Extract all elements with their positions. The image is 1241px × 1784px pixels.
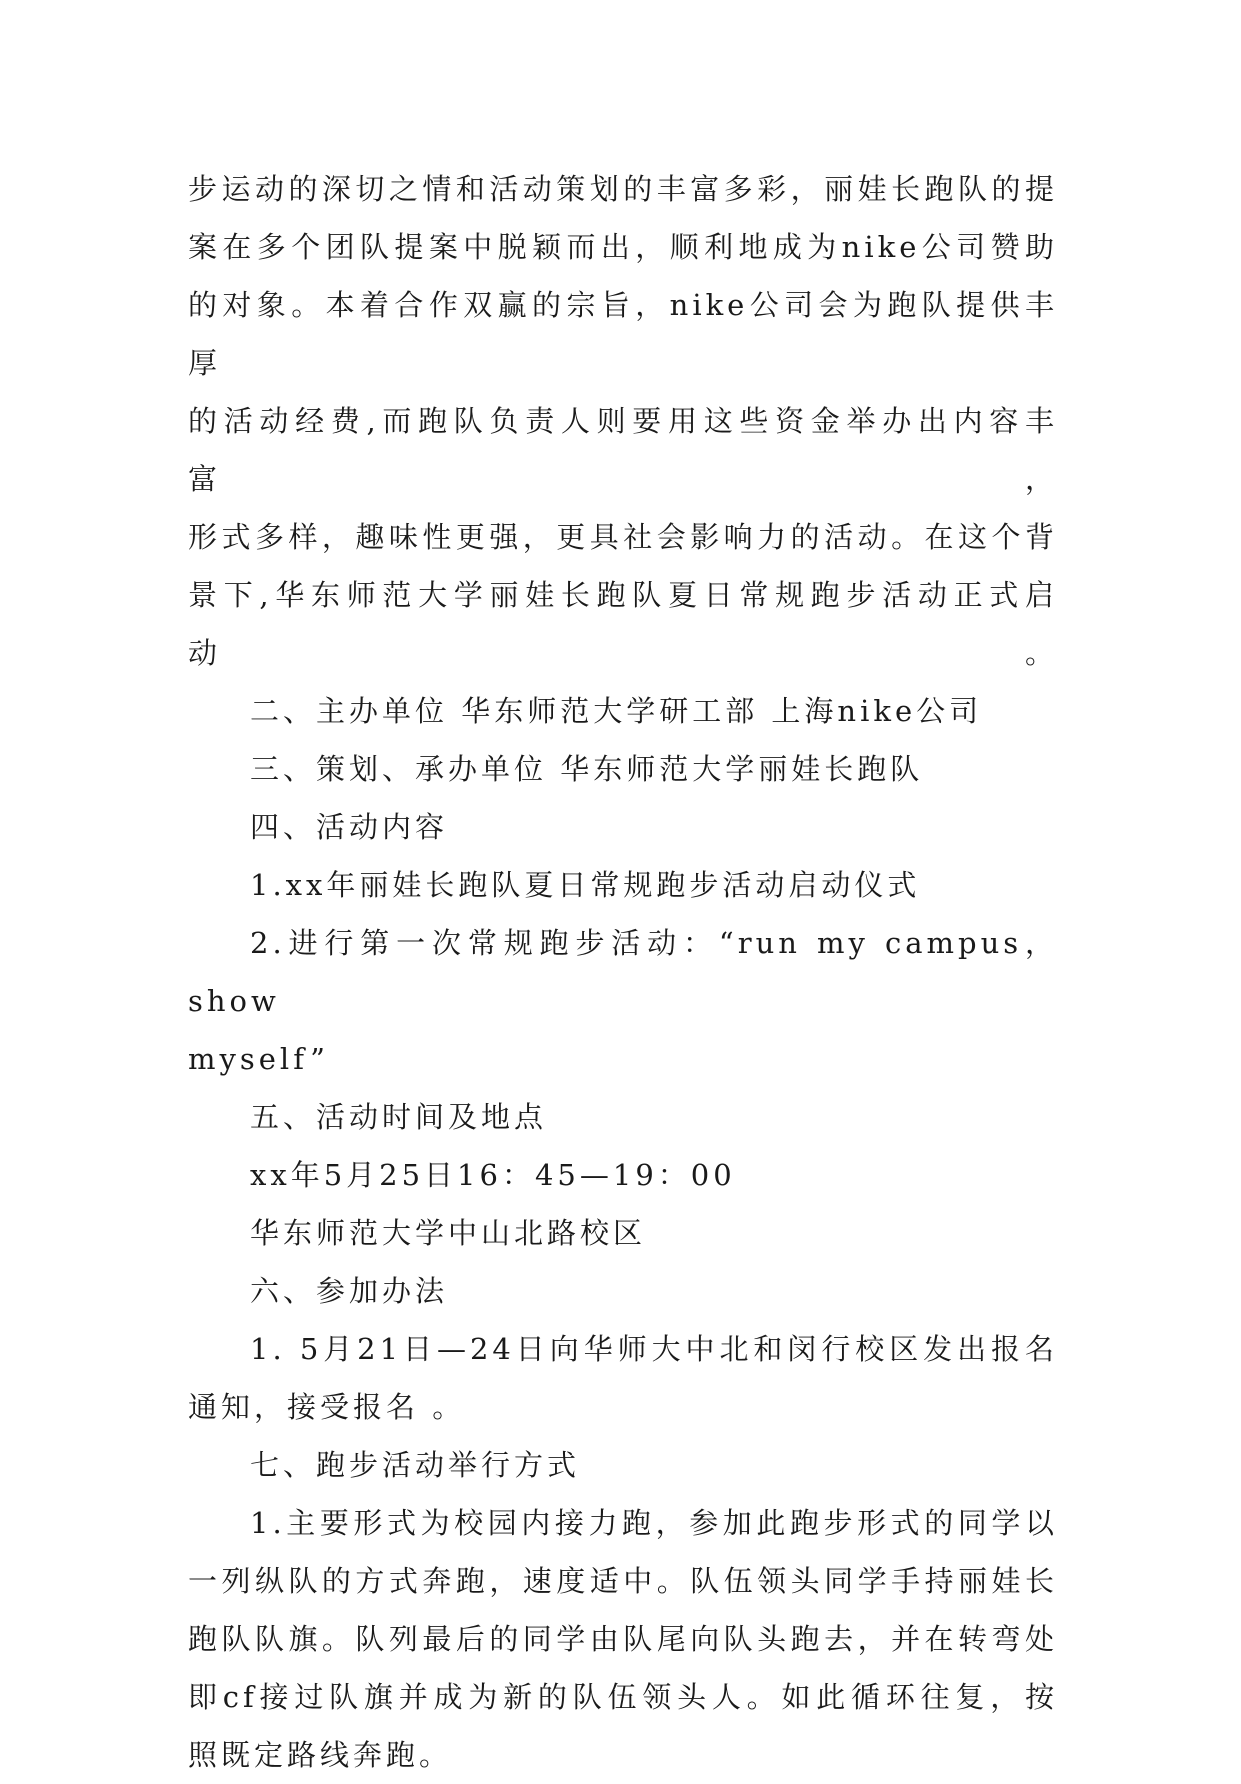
- text-line: 照既定路线奔跑。: [188, 1738, 453, 1772]
- text-line: 1.主要形式为校园内接力跑，参加此跑步形式的同学以: [250, 1506, 1058, 1540]
- section-content-heading: [188, 798, 1058, 856]
- time-value: [188, 1146, 1058, 1204]
- section-join-heading: [188, 1262, 1058, 1320]
- text-line: 的活动经费,而跑队负责人则要用这些资金举办出内容丰富，: [188, 404, 1058, 496]
- text-line: 跑队队旗。队列最后的同学由队尾向队头跑去，并在转弯处: [188, 1622, 1058, 1656]
- content-item-2: [188, 914, 1058, 1088]
- section-planner: [188, 740, 1058, 798]
- item-text-line-1: 1. 5月21日—24日向华师大中北和闵行校区发出报名: [250, 1332, 1058, 1366]
- time-text: xx年5月25日16：45—19：00: [250, 1158, 736, 1192]
- planner-text: 三、策划、承办单位 华东师范大学丽娃长跑队: [250, 752, 924, 786]
- heading-text: 四、活动内容: [250, 810, 449, 844]
- content-item-1: [188, 856, 1058, 914]
- place-value: [188, 1204, 1058, 1262]
- text-line: 的对象。本着合作双赢的宗旨，nike公司会为跑队提供丰厚: [188, 288, 1058, 380]
- heading-text: 五、活动时间及地点: [250, 1100, 548, 1134]
- section-time-heading: [188, 1088, 1058, 1146]
- text-line: 一列纵队的方式奔跑，速度适中。队伍领头同学手持丽娃长: [188, 1564, 1058, 1598]
- heading-text: 六、参加办法: [250, 1274, 449, 1308]
- text-line: 案在多个团队提案中脱颖而出，顺利地成为nike公司赞助: [188, 230, 1058, 264]
- item-text-line-2: 通知，接受报名 。: [188, 1390, 466, 1424]
- place-text: 华东师范大学中山北路校区: [250, 1216, 647, 1250]
- text-line: 步运动的深切之情和活动策划的丰富多彩，丽娃长跑队的提: [188, 172, 1058, 206]
- document-body: [188, 160, 1058, 1784]
- intro-paragraph: [188, 160, 1058, 682]
- section-method-heading: [188, 1436, 1058, 1494]
- text-line: 景下,华东师范大学丽娃长跑队夏日常规跑步活动正式启动。: [188, 578, 1058, 670]
- item-text-line-1: 2.进行第一次常规跑步活动：“run my campus，show: [188, 926, 1058, 1018]
- heading-text: 七、跑步活动举行方式: [250, 1448, 581, 1482]
- text-line: 即cf接过队旗并成为新的队伍领头人。如此循环往复，按: [188, 1680, 1058, 1714]
- method-paragraph: [188, 1494, 1058, 1784]
- text-line: 形式多样，趣味性更强，更具社会影响力的活动。在这个背: [188, 520, 1058, 554]
- item-text: 1.xx年丽娃长跑队夏日常规跑步活动启动仪式: [250, 868, 921, 902]
- item-text-line-2: myself”: [188, 1042, 329, 1076]
- section-organizer: [188, 682, 1058, 740]
- join-item-1: [188, 1320, 1058, 1436]
- organizer-text: 二、主办单位 华东师范大学研工部 上海nike公司: [250, 694, 983, 728]
